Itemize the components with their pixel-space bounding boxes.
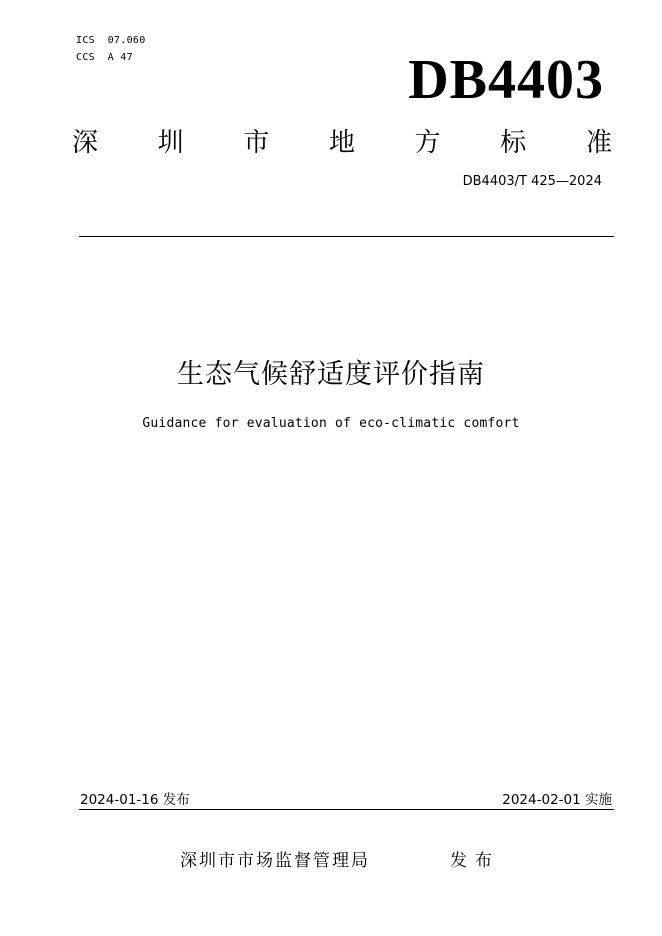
standard-type-heading	[72, 126, 612, 160]
publish-label: 发布	[450, 851, 500, 871]
implementation-date: 2024-02-01 实施	[502, 792, 612, 808]
standard-type-char: 地	[328, 128, 355, 158]
standard-type-char: 方	[414, 128, 441, 158]
bottom-divider	[79, 809, 614, 810]
standard-number: DB4403/T 425—2024	[462, 174, 602, 189]
standard-type-char: 深	[72, 128, 99, 158]
standard-type-char: 圳	[157, 128, 184, 158]
standard-type-char: 准	[585, 128, 612, 158]
document-title-english: Guidance for evaluation of eco-climatic comfort	[142, 416, 520, 431]
top-divider	[79, 236, 614, 237]
standard-code: DB4403	[408, 49, 604, 111]
ics-code: ICS 07.060	[76, 35, 146, 46]
classification-codes	[76, 32, 146, 66]
issue-date: 2024-01-16 发布	[80, 792, 190, 808]
standard-type-char: 市	[243, 128, 270, 158]
standard-type-char: 标	[500, 128, 527, 158]
ccs-code: CCS A 47	[76, 52, 133, 63]
document-title-chinese: 生态气候舒适度评价指南	[177, 359, 485, 390]
publisher-name: 深圳市市场监督管理局	[180, 851, 370, 871]
